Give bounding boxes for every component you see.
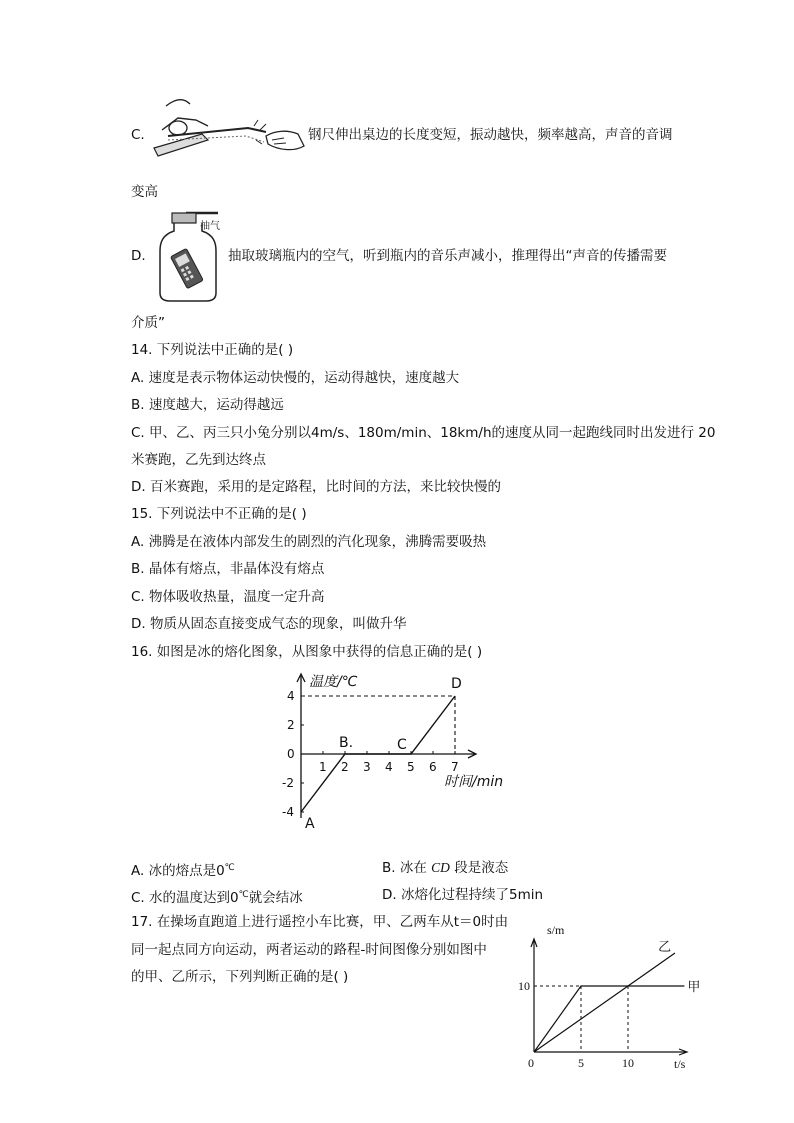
q16-option-b [382, 859, 508, 877]
q14-option-a: A. 速度是表示物体运动快慢的，运动得越快，速度越大 [131, 370, 460, 386]
y-tick-label: 4 [287, 689, 295, 703]
x-axis-label: 时间/min [444, 774, 504, 790]
x-tick-label: 5 [578, 1056, 584, 1070]
y-tick-label: 2 [287, 718, 295, 732]
option-label-d: D. [131, 248, 146, 264]
q16-option-c [131, 886, 303, 907]
point-label: C [397, 737, 407, 753]
x-tick-label: 6 [429, 760, 437, 774]
series-label-yi: 乙 [658, 940, 672, 956]
q15-option-b: B. 晶体有熔点，非晶体没有熔点 [131, 561, 325, 577]
x-tick-label: 1 [319, 760, 327, 774]
y-tick-label: 0 [287, 747, 295, 761]
y-tick-label: -2 [282, 776, 294, 790]
y-tick-label: 10 [518, 979, 530, 993]
q14-option-d: D. 百米赛跑，采用的是定路程，比时间的方法，来比较快慢的 [131, 479, 501, 495]
q16-option-b-segment: CD [431, 860, 450, 875]
x-tick-label: 2 [341, 760, 349, 774]
x-tick-label: 7 [451, 760, 459, 774]
x-axis-label: t/s [674, 1057, 686, 1071]
point-label: D [451, 676, 462, 692]
jar-note: 抽气 [200, 221, 220, 232]
q15-option-d: D. 物质从固态直接变成气态的现象，叫做升华 [131, 616, 407, 632]
x-tick-label: 4 [385, 760, 393, 774]
series-label-jia: 甲 [687, 980, 701, 995]
q17-stem-line2: 同一起点同方向运动，两者运动的路程-时间图像分别如图中 [131, 942, 487, 958]
option-text-c: 钢尺伸出桌边的长度变短，振动越快，频率越高，声音的音调 [308, 127, 673, 143]
y-tick-label: -4 [282, 805, 294, 819]
x-tick-label: 5 [407, 760, 415, 774]
q14-option-c: C. 甲、乙、丙三只小兔分别以4m/s、180m/min、18km/h的速度从同一起跑线同时出发进行 20 [131, 425, 716, 441]
option-text-c-cont: 变高 [131, 184, 158, 200]
point-label: A [305, 816, 315, 830]
q14-option-b: B. 速度越大，运动得越远 [131, 397, 284, 413]
q17-stem-line1: 17. 在操场直跑道上进行遥控小车比赛，甲、乙两车从t＝0时由 [131, 914, 509, 930]
q16-option-b-pre: B. 冰在 [382, 860, 432, 876]
steel-ruler-illustration [148, 96, 308, 166]
q17-stem-line3: 的甲、乙所示，下列判断正确的是( ) [131, 969, 349, 985]
q16-option-a [131, 859, 235, 880]
q16-option-a-unit: ℃ [224, 863, 235, 873]
x-tick-label: 3 [363, 760, 371, 774]
q16-option-c-pre: C. 水的温度达到0 [131, 890, 239, 906]
q16-option-c-unit: ℃ [238, 890, 249, 900]
distance-time-graph [512, 920, 702, 1080]
option-label-c: C. [131, 127, 145, 143]
q14-option-c-cont: 米赛跑，乙先到达终点 [131, 452, 266, 468]
melting-graph [270, 668, 530, 830]
y-axis-label: 温度/℃ [309, 674, 358, 690]
series-line-jia [534, 986, 684, 1052]
q16-option-b-post: 段是液态 [449, 860, 509, 876]
x-tick-label: 0 [528, 1056, 534, 1070]
point-label: B. [339, 735, 354, 751]
series-line-yi [534, 953, 675, 1052]
bell-jar-illustration [156, 207, 224, 303]
q15-stem: 15. 下列说法中不正确的是( ) [131, 506, 307, 522]
option-text-d-cont: 介质” [131, 315, 165, 331]
q16-stem: 16. 如图是冰的熔化图象，从图象中获得的信息正确的是( ) [131, 644, 483, 660]
q15-option-c: C. 物体吸收热量，温度一定升高 [131, 589, 325, 605]
q16-option-a-text: A. 冰的熔点是0 [131, 863, 225, 879]
option-text-d: 抽取玻璃瓶内的空气，听到瓶内的音乐声减小，推理得出“声音的传播需要 [228, 248, 667, 264]
q14-stem: 14. 下列说法中正确的是( ) [131, 342, 294, 358]
q15-option-a: A. 沸腾是在液体内部发生的剧烈的汽化现象，沸腾需要吸热 [131, 534, 487, 550]
y-axis-label: s/m [547, 923, 565, 937]
q16-option-d: D. 冰熔化过程持续了5min [382, 887, 544, 903]
q16-option-c-post: 就会结冰 [248, 890, 303, 906]
x-tick-label: 10 [622, 1056, 634, 1070]
